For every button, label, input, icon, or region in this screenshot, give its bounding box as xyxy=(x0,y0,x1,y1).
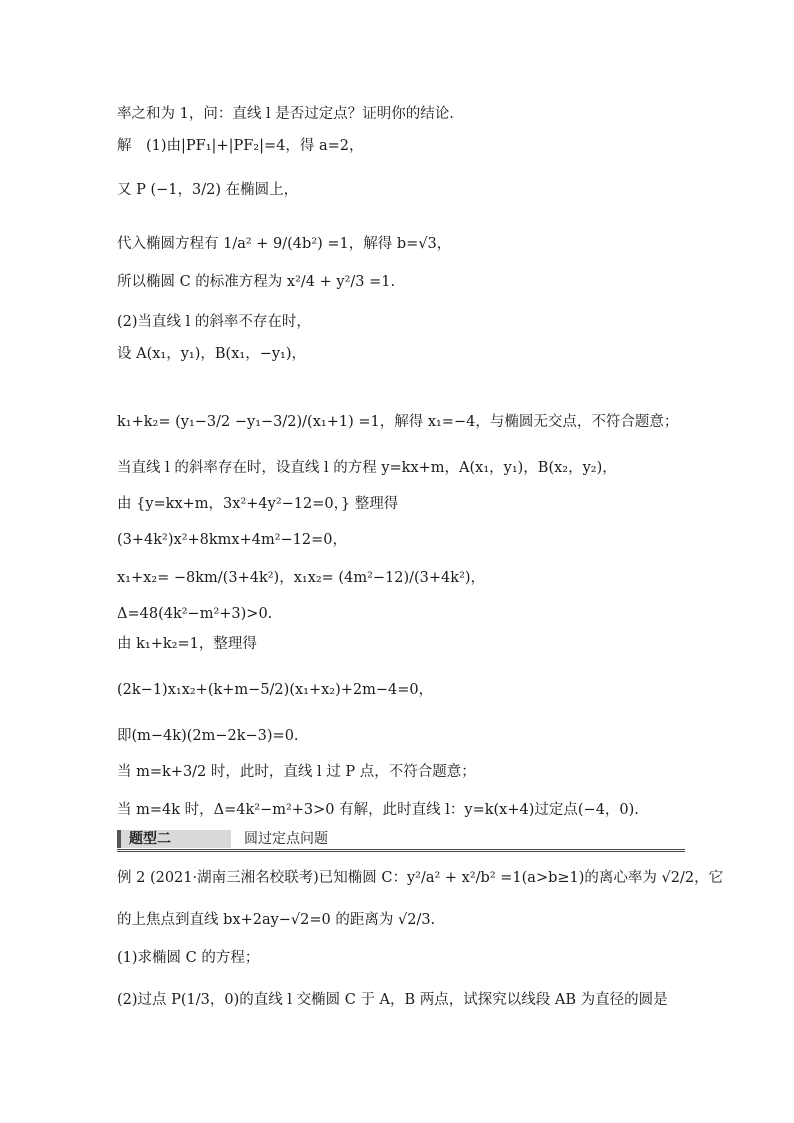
section-title: 圆过定点问题 xyxy=(244,831,328,847)
text-line: 设 A(x₁，y₁)，B(x₁，−y₁)， xyxy=(117,346,307,362)
text-line: 由 k₁+k₂=1，整理得 xyxy=(117,636,257,652)
section-rule xyxy=(117,851,685,852)
section-tag-label: 题型二 xyxy=(129,831,171,847)
example-line: (1)求椭圆 C 的方程； xyxy=(117,950,260,966)
text-line: x₁+x₂= −8km/(3+4k²)，x₁x₂= (4m²−12)/(3+4k²)， xyxy=(117,570,486,586)
example-line: 例 2 (2021·湖南三湘名校联考)已知椭圆 C：y²/a² + x²/b² =1(a>b≥1)的离心率为 √2/2，它 xyxy=(117,870,724,886)
text-line: (2)当直线 l 的斜率不存在时， xyxy=(117,314,311,330)
text-line: (2k−1)x₁x₂+(k+m−5/2)(x₁+x₂)+2m−4=0， xyxy=(117,682,434,698)
section-heading xyxy=(117,828,685,850)
text-line: 当 m=k+3/2 时，此时，直线 l 过 P 点，不符合题意； xyxy=(117,764,476,780)
example-line: 的上焦点到直线 bx+2ay−√2=0 的距离为 √2/3. xyxy=(117,912,436,928)
text-line: 又 P (−1，3/2) 在椭圆上， xyxy=(117,182,299,198)
text-line: 率之和为 1，问：直线 l 是否过定点？证明你的结论. xyxy=(117,106,454,122)
text-line: k₁+k₂= (y₁−3/2 −y₁−3/2)/(x₁+1) =1，解得 x₁=−4，与椭圆无交点，不符合题意； xyxy=(117,414,679,430)
text-line: 由 {y=kx+m，3x²+4y²−12=0，} 整理得 xyxy=(117,496,399,512)
text-line: 当 m=4k 时，Δ=4k²−m²+3>0 有解，此时直线 l：y=k(x+4)过定点(−4，0). xyxy=(117,802,639,818)
text-line: 当直线 l 的斜率存在时，设直线 l 的方程 y=kx+m，A(x₁，y₁)，B(x₂，y₂)， xyxy=(117,460,617,476)
text-line: 代入椭圆方程有 1/a² + 9/(4b²) =1，解得 b=√3， xyxy=(117,236,452,252)
section-tag xyxy=(117,830,231,848)
text-line: (3+4k²)x²+8kmx+4m²−12=0， xyxy=(117,532,348,548)
section-rule xyxy=(117,849,685,850)
text-line: 即(m−4k)(2m−2k−3)=0. xyxy=(117,728,299,744)
text-line: 所以椭圆 C 的标准方程为 x²/4 + y²/3 =1. xyxy=(117,274,396,290)
solution-line: 解 (1)由|PF₁|+|PF₂|=4，得 a=2， xyxy=(117,138,364,154)
example-line: (2)过点 P(1/3，0)的直线 l 交椭圆 C 于 A，B 两点，试探究以线段 AB 为直径的圆是 xyxy=(117,992,668,1008)
text-line: Δ=48(4k²−m²+3)>0. xyxy=(117,606,273,622)
